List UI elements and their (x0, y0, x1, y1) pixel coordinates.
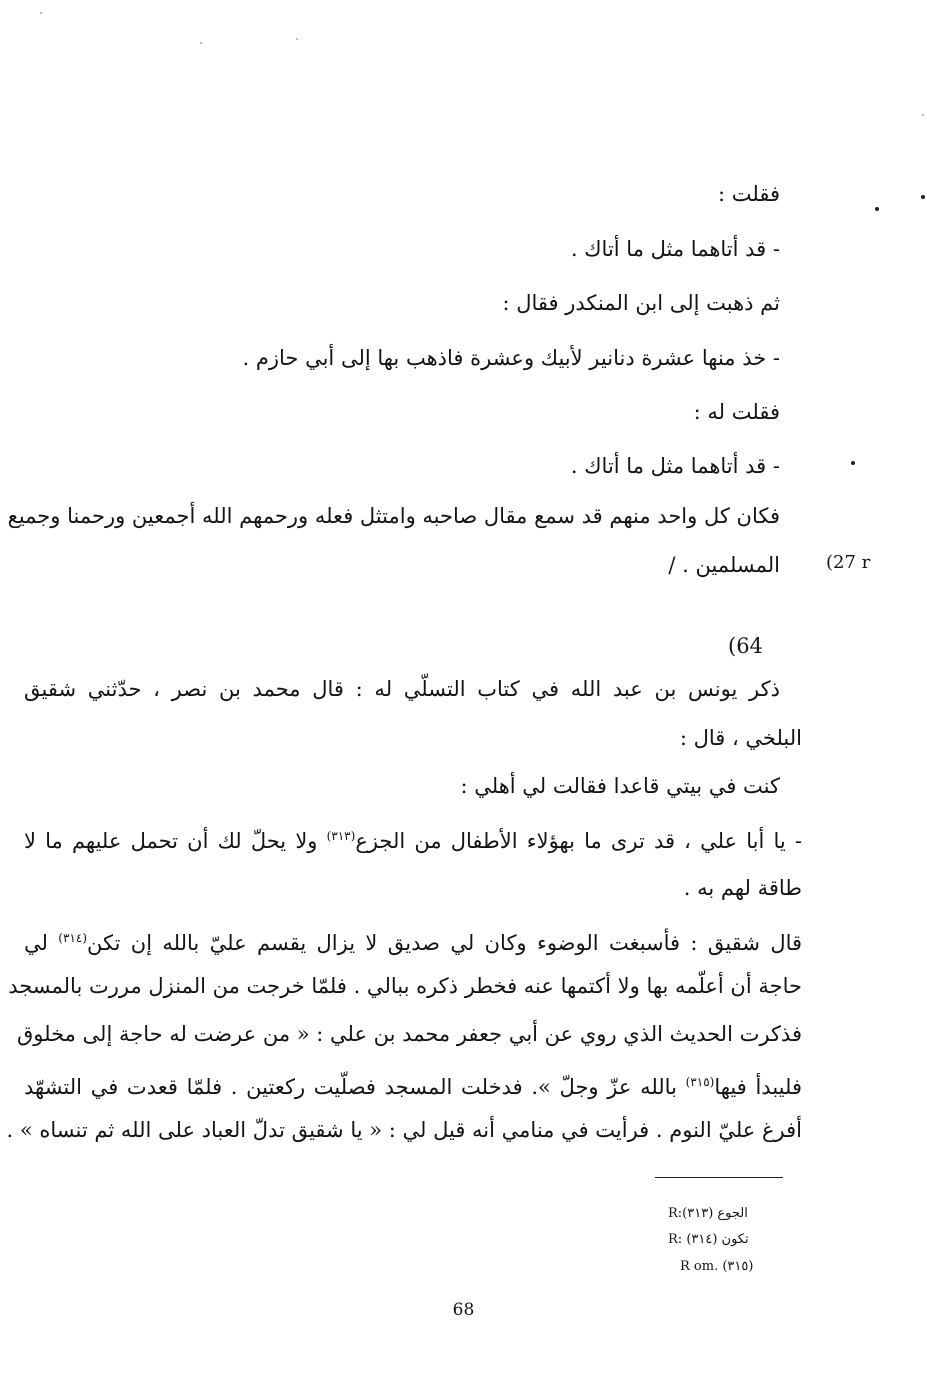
margin-dot (851, 461, 855, 465)
scan-speck (40, 12, 42, 14)
footnote-314: R: تكون (٣١٤) (668, 1232, 749, 1247)
margin-dot (875, 207, 879, 211)
scan-speck (922, 114, 924, 116)
text-line-5: فقلت له : (693, 400, 780, 424)
para2-line-2: البلخي ، قال : (679, 726, 802, 750)
para3-line-2: حاجة أن أعلّمه بها ولا أكتمها عنه فخطر ذكره ببالي . فلمّا خرجت من المنزل مررت بالمسجد (8, 974, 802, 998)
footnote-ref-315: (٣١٥) (685, 1075, 715, 1089)
para3-line-1-b: لي (24, 931, 59, 955)
footnote-315: R om. (٣١٥) (680, 1259, 754, 1274)
para2-line-4 (24, 820, 802, 857)
text-line-1: فقلت : (718, 182, 780, 206)
para2-line-3: كنت في بيتي قاعدا فقالت لي أهلي : (460, 774, 780, 798)
text-line-4: - خذ منها عشرة دنانير لأبيك وعشرة فاذهب بها إلى أبي حازم . (242, 346, 780, 370)
scan-speck (200, 42, 202, 44)
para3-line-4 (24, 1066, 802, 1103)
text-line-6: - قد أتاهما مثل ما أتاك . (570, 454, 780, 478)
section-number: (64 (728, 634, 763, 658)
para3-line-4-b: بالله عزّ وجلّ ». فدخلت المسجد فصلّيت ركعتين . فلمّا قعدت في التشهّد (24, 1075, 686, 1099)
margin-dot (921, 195, 925, 199)
footnote-ref-314: (٣١٤) (58, 931, 87, 945)
para3-line-5: أفرغ عليّ النوم . فرأيت في منامي أنه قيل لي : « يا شقيق تدلّ العباد على الله ثم تنساه » . (6, 1118, 802, 1142)
para3-line-1-a: قال شقيق : فأسبغت الوضوء وكان لي صديق لا يزال يقسم عليّ بالله إن تكن (87, 931, 803, 955)
para3-line-4-a: فليبدأ فيها (714, 1075, 802, 1099)
page-number: 68 (452, 1300, 475, 1320)
para3-line-1 (24, 922, 802, 959)
margin-folio-reference: (27 r (826, 552, 871, 573)
text-line-8: المسلمين . / (668, 553, 780, 577)
para2-line-1: ذكر يونس بن عبد الله في كتاب التسلّي له : قال محمد بن نصر ، حدّثني شقيق (24, 677, 780, 701)
footnote-313: R:الجوع (٣١٣) (668, 1206, 748, 1221)
para2-line-5: طاقة لهم به . (683, 876, 802, 900)
para2-line-4-a: - يا أبا علي ، قد ترى ما بهؤلاء الأطفال من الجزع (355, 829, 802, 853)
para2-line-4-b: ولا يحلّ لك أن تحمل عليهم ما لا (24, 829, 327, 853)
scan-speck (296, 38, 298, 40)
para3-line-3: فذكرت الحديث الذي روي عن أبي جعفر محمد بن علي : « من عرضت له حاجة إلى مخلوق (16, 1022, 802, 1046)
text-line-3: ثم ذهبت إلى ابن المنكدر فقال : (502, 291, 780, 315)
footnote-separator (655, 1177, 783, 1178)
text-line-2: - قد أتاهما مثل ما أتاك . (570, 237, 780, 261)
footnote-ref-313: (٣١٣) (326, 829, 356, 843)
text-line-7: فكان كل واحد منهم قد سمع مقال صاحبه وامتثل فعله ورحمهم الله أجمعين ورحمنا وجميع (7, 504, 780, 528)
